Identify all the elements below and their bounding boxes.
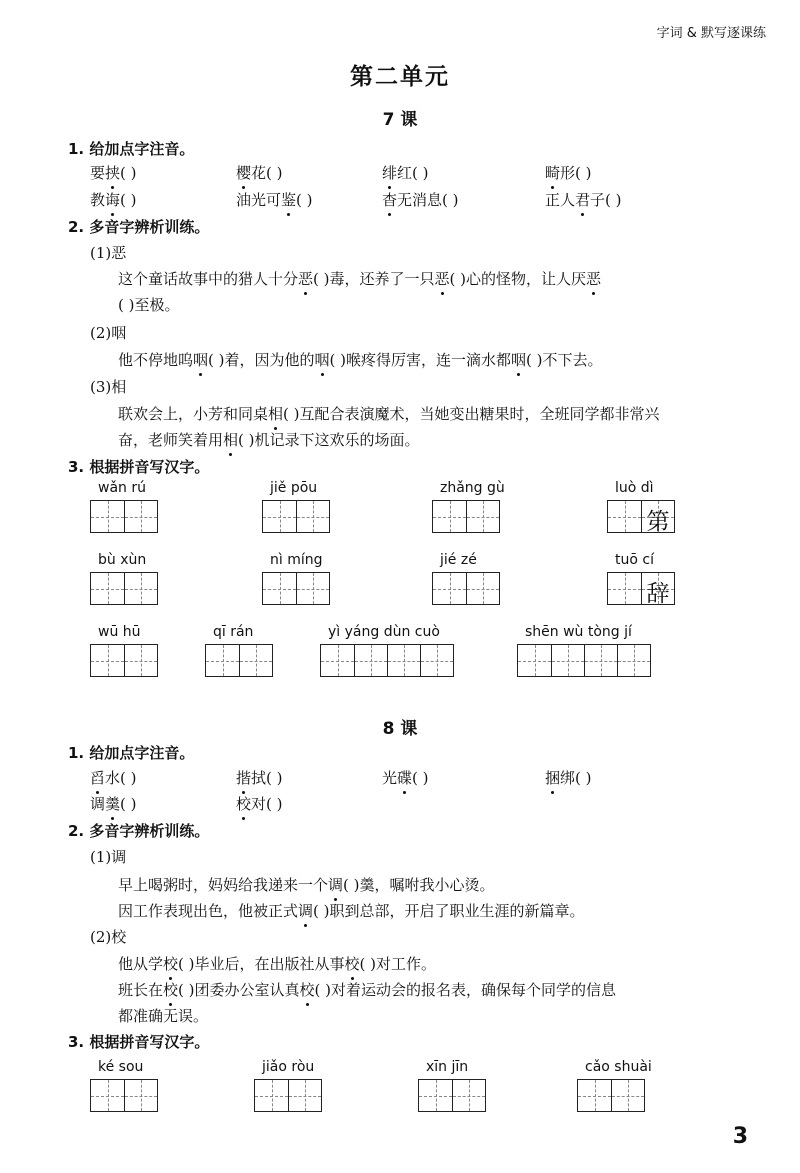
annotation-item: 绯红( ) [382, 164, 429, 182]
l8-q2-diao-label: (1)调 [90, 848, 127, 866]
writing-cell[interactable] [296, 501, 329, 532]
dotted-char: 捆 [545, 769, 561, 787]
writing-grid[interactable] [90, 500, 158, 533]
l8-q2-xiao-line1: 他从学校( )毕业后，在出版社从事校( )对工作。 [118, 955, 437, 973]
dotted-char: 调 [328, 876, 344, 894]
writing-cell[interactable] [255, 1080, 288, 1111]
pinyin-label: cǎo shuài [585, 1059, 652, 1075]
dotted-char: 相 [268, 405, 284, 423]
dotted-char: 杳 [382, 191, 398, 209]
l7-q2-e-line2: ( )至极。 [118, 296, 180, 314]
writing-cell[interactable] [124, 573, 157, 604]
writing-cell[interactable] [124, 645, 157, 676]
annotation-item: 捆绑( ) [545, 769, 592, 787]
writing-cell[interactable] [641, 573, 674, 607]
lesson-7-title: 7 课 [382, 110, 418, 130]
writing-grid[interactable] [320, 644, 454, 677]
writing-grid[interactable] [90, 572, 158, 605]
l7-q3-heading: 3. 根据拼音写汉字。 [68, 458, 210, 476]
annotation-item: 调羹( ) [90, 795, 137, 813]
writing-cell[interactable] [584, 645, 617, 676]
dotted-char: 鉴 [281, 191, 297, 209]
annotation-item: 樱花( ) [236, 164, 283, 182]
writing-cell[interactable] [641, 501, 674, 535]
dotted-char: 恶 [434, 270, 450, 288]
annotation-item: 油光可鉴( ) [236, 191, 313, 209]
writing-cell[interactable] [288, 1080, 321, 1111]
writing-cell[interactable] [263, 573, 296, 604]
writing-grid[interactable] [607, 500, 675, 533]
writing-cell[interactable] [466, 573, 499, 604]
l8-q1-heading: 1. 给加点字注音。 [68, 744, 195, 762]
writing-cell[interactable] [321, 645, 354, 676]
pinyin-label: shēn wù tòng jí [525, 624, 632, 640]
dotted-char: 羹 [105, 795, 121, 813]
dotted-char: 校 [299, 981, 315, 999]
dotted-char: 舀 [90, 769, 106, 787]
dotted-char: 樱 [236, 164, 252, 182]
writing-cell[interactable] [551, 645, 584, 676]
dotted-char: 绯 [382, 164, 398, 182]
annotation-item: 校对( ) [236, 795, 283, 813]
l8-q2-xiao-label: (2)校 [90, 928, 127, 946]
annotation-item: 畸形( ) [545, 164, 592, 182]
pinyin-label: jiě pōu [270, 480, 318, 496]
l7-q2-xiang-line1: 联欢会上，小芳和同桌相( )互配合表演魔术，当她变出糖果时，全班同学都非常兴 [118, 405, 660, 423]
writing-cell[interactable] [433, 573, 466, 604]
writing-grid[interactable] [90, 1079, 158, 1112]
pinyin-label: bù xùn [98, 552, 147, 568]
annotation-item: 舀水( ) [90, 769, 137, 787]
writing-cell[interactable] [578, 1080, 611, 1111]
pinyin-label: yì yáng dùn cuò [328, 624, 440, 640]
dotted-char: 诲 [105, 191, 121, 209]
writing-grid[interactable] [262, 572, 330, 605]
l7-q2-yan-label: (2)咽 [90, 324, 127, 342]
dotted-char: 相 [223, 431, 239, 449]
writing-cell[interactable] [91, 645, 124, 676]
writing-grid[interactable] [517, 644, 651, 677]
pinyin-label: wǎn rú [98, 480, 146, 496]
l7-q2-e-label: (1)恶 [90, 244, 127, 262]
writing-grid[interactable] [577, 1079, 645, 1112]
l8-q2-xiao-line2: 班长在校( )团委办公室认真校( )对着运动会的报名表，确保每个同学的信息 [118, 981, 617, 999]
writing-cell[interactable] [419, 1080, 452, 1111]
writing-cell[interactable] [452, 1080, 485, 1111]
l8-q3-heading: 3. 根据拼音写汉字。 [68, 1033, 210, 1051]
writing-cell[interactable] [420, 645, 453, 676]
writing-grid[interactable] [254, 1079, 322, 1112]
pinyin-label: nì míng [270, 552, 323, 568]
l7-q2-e-line1: 这个童话故事中的猎人十分恶( )毒，还养了一只恶( )心的怪物，让人厌恶 [118, 270, 602, 288]
unit-title: 第二单元 [350, 63, 450, 90]
l8-q2-xiao-line3: 都准确无误。 [118, 1007, 209, 1025]
dotted-char: 恶 [586, 270, 602, 288]
page-number: 3 [732, 1124, 748, 1149]
writing-cell[interactable] [354, 645, 387, 676]
writing-cell[interactable] [91, 501, 124, 532]
writing-grid[interactable] [262, 500, 330, 533]
writing-cell[interactable] [617, 645, 650, 676]
annotation-item: 教诲( ) [90, 191, 137, 209]
dotted-char: 挟 [105, 164, 121, 182]
writing-grid[interactable] [90, 644, 158, 677]
pinyin-label: jié zé [440, 552, 477, 568]
writing-cell[interactable] [91, 1080, 124, 1111]
pinyin-label: ké sou [98, 1059, 144, 1075]
pinyin-label: qī rán [213, 624, 254, 640]
annotation-item: 正人君子( ) [545, 191, 622, 209]
annotation-item: 要挟( ) [90, 164, 137, 182]
writing-cell[interactable] [466, 501, 499, 532]
pinyin-label: tuō cí [615, 552, 654, 568]
pinyin-label: jiǎo ròu [262, 1059, 315, 1075]
lesson-8-title: 8 课 [382, 719, 418, 739]
annotation-item: 光碟( ) [382, 769, 429, 787]
writing-cell[interactable] [611, 1080, 644, 1111]
dotted-char: 校 [163, 955, 179, 973]
dotted-char: 君 [575, 191, 591, 209]
annotation-item: 揩拭( ) [236, 769, 283, 787]
writing-cell[interactable] [206, 645, 239, 676]
header-note: 字词 & 默写逐课练 [656, 26, 766, 41]
writing-grid[interactable] [205, 644, 273, 677]
l8-q2-diao-line2: 因工作表现出色，他被正式调( )职到总部，开启了职业生涯的新篇章。 [118, 902, 585, 920]
pinyin-label: xīn jīn [426, 1059, 469, 1075]
writing-cell[interactable] [387, 645, 420, 676]
pinyin-label: luò dì [615, 480, 654, 496]
dotted-char: 恶 [298, 270, 314, 288]
dotted-char: 碟 [397, 769, 413, 787]
l7-q1-heading: 1. 给加点字注音。 [68, 140, 195, 158]
writing-cell[interactable] [518, 645, 551, 676]
prefilled-char: 辞 [646, 581, 670, 607]
dotted-char: 咽 [314, 351, 330, 369]
writing-cell[interactable] [124, 1080, 157, 1111]
l8-q2-heading: 2. 多音字辨析训练。 [68, 822, 210, 840]
dotted-char: 校 [344, 955, 360, 973]
l7-q2-xiang-label: (3)相 [90, 378, 127, 396]
dotted-char: 校 [163, 981, 179, 999]
dotted-char: 畸 [545, 164, 561, 182]
l7-q2-yan-line1: 他不停地呜咽( )着，因为他的咽( )喉疼得厉害，连一滴水都咽( )不下去。 [118, 351, 603, 369]
dotted-char: 揩 [236, 769, 252, 787]
l7-q2-heading: 2. 多音字辨析训练。 [68, 218, 210, 236]
writing-grid[interactable] [418, 1079, 486, 1112]
dotted-char: 咽 [511, 351, 527, 369]
writing-cell[interactable] [433, 501, 466, 532]
writing-grid[interactable] [432, 572, 500, 605]
writing-cell[interactable] [608, 573, 641, 604]
pinyin-label: wū hū [98, 624, 141, 640]
writing-cell[interactable] [296, 573, 329, 604]
writing-grid[interactable] [607, 572, 675, 605]
writing-cell[interactable] [608, 501, 641, 532]
writing-cell[interactable] [239, 645, 272, 676]
writing-cell[interactable] [263, 501, 296, 532]
dotted-char: 调 [298, 902, 314, 920]
l8-q2-diao-line1: 早上喝粥时，妈妈给我递来一个调( )羹，嘱咐我小心烫。 [118, 876, 495, 894]
pinyin-label: zhǎng gù [440, 480, 505, 496]
writing-cell[interactable] [91, 573, 124, 604]
prefilled-char: 第 [646, 509, 670, 535]
writing-cell[interactable] [124, 501, 157, 532]
dotted-char: 校 [236, 795, 252, 813]
annotation-item: 杳无消息( ) [382, 191, 459, 209]
l7-q2-xiang-line2: 奋，老师笑着用相( )机记录下这欢乐的场面。 [118, 431, 420, 449]
dotted-char: 咽 [193, 351, 209, 369]
writing-grid[interactable] [432, 500, 500, 533]
